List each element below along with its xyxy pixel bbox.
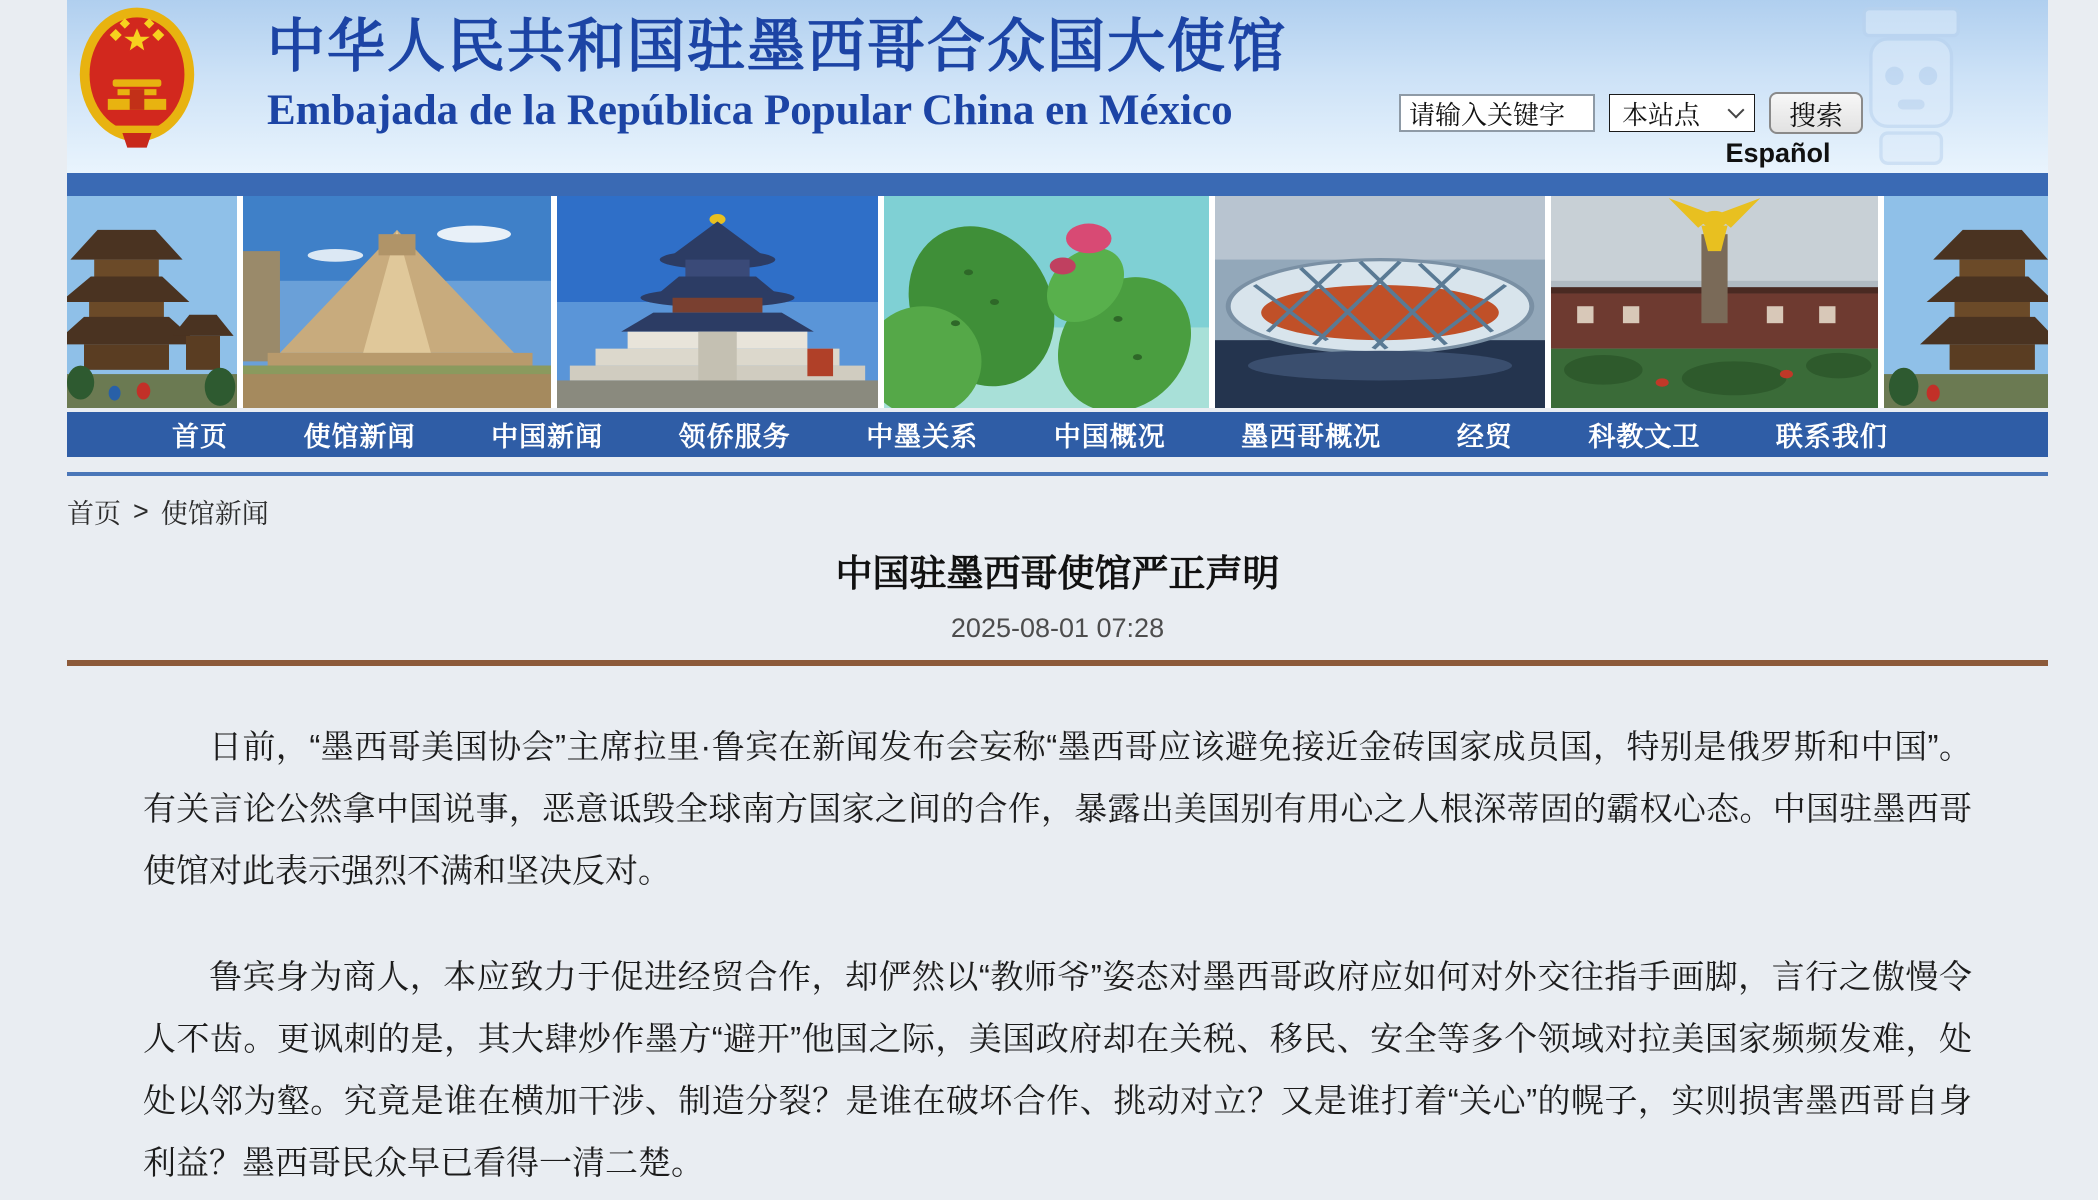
nav-item-home[interactable]: 首页 (172, 422, 228, 452)
banner-photo-chichen-itza-pyramid (243, 196, 551, 408)
language-link-espanol[interactable]: Español (1725, 138, 1831, 168)
banner-photo-yellow-crane-tower (67, 196, 237, 408)
china-national-emblem-icon (75, 4, 199, 150)
search-scope-label: 本站点 (1622, 99, 1701, 130)
header-divider-strip (67, 173, 2048, 196)
article-paragraph: 日前，“墨西哥美国协会”主席拉里·鲁宾在新闻发布会妄称“墨西哥应该避免接近金砖国家成员国，特别是俄罗斯和中国”。有关言论公然拿中国说事，恶意诋毁全球南方国家之间的合作，暴露出美国别有用心之人根深蒂固的霸权心态。中国驻墨西哥使馆对此表示强烈不满和坚决反对。 (143, 728, 1972, 889)
article-divider-rule (67, 660, 2048, 666)
breadcrumb-home[interactable]: 首页 (67, 499, 121, 529)
nav-item-china-news[interactable]: 中国新闻 (491, 422, 604, 452)
photo-banner (67, 196, 2048, 408)
nav-item-china-mexico-relations[interactable]: 中墨关系 (866, 422, 979, 452)
nav-item-about-mexico[interactable]: 墨西哥概况 (1241, 422, 1382, 452)
search-bar (1399, 92, 1863, 134)
breadcrumb-current[interactable]: 使馆新闻 (160, 499, 269, 529)
banner-photo-temple-of-heaven (557, 196, 878, 408)
search-input[interactable] (1399, 94, 1595, 132)
site-titles (267, 16, 1287, 135)
site-header (67, 0, 2048, 173)
site-title-spanish: Embajada de la República Popular China en México (267, 87, 1233, 134)
article-paragraph: 鲁宾身为商人，本应致力于促进经贸合作，却俨然以“教师爷”姿态对墨西哥政府应如何对外交往指手画脚，言行之傲慢令人不齿。更讽刺的是，其大肆炒作墨方“避开”他国之际，美国政府却在关税、移民、安全等多个领域对拉美国家频频发难，处处以邻为壑。究竟是谁在横加干涉、制造分裂？是谁在破坏合作、挑动对立？又是谁打着“关心”的幌子，实则损害墨西哥自身利益？墨西哥民众早已看得一清二楚。 (143, 958, 1972, 1181)
main-navigation (67, 412, 2048, 457)
article-body (67, 716, 2048, 1194)
nav-item-embassy-news[interactable]: 使馆新闻 (303, 422, 416, 452)
banner-photo-yellow-crane-tower-right (1884, 196, 2048, 408)
page-container (67, 0, 2048, 1194)
search-button[interactable]: 搜索 (1769, 92, 1863, 134)
banner-photo-birds-nest-stadium (1215, 196, 1545, 408)
nav-item-consular-services[interactable]: 领侨服务 (678, 422, 791, 452)
stone-statue-watermark-icon (1844, 2, 1978, 170)
breadcrumb-separator: > (133, 496, 149, 526)
search-scope-select[interactable] (1609, 94, 1755, 132)
chevron-down-icon (1728, 102, 1745, 119)
nav-item-science-education-culture[interactable]: 科教文卫 (1588, 422, 1701, 452)
banner-photo-angel-of-independence (1551, 196, 1878, 408)
nav-item-about-china[interactable]: 中国概况 (1053, 422, 1166, 452)
banner-photo-nopal-cactus (884, 196, 1209, 408)
site-title-chinese: 中华人民共和国驻墨西哥合众国大使馆 (267, 14, 1288, 79)
breadcrumb (67, 492, 2048, 531)
nav-underline-rule (67, 472, 2048, 476)
article-title: 中国驻墨西哥使馆严正声明 (835, 553, 1280, 594)
article-date: 2025-08-01 07:28 (950, 613, 1165, 643)
nav-item-contact-us[interactable]: 联系我们 (1775, 422, 1888, 452)
nav-item-economy-trade[interactable]: 经贸 (1456, 422, 1513, 452)
